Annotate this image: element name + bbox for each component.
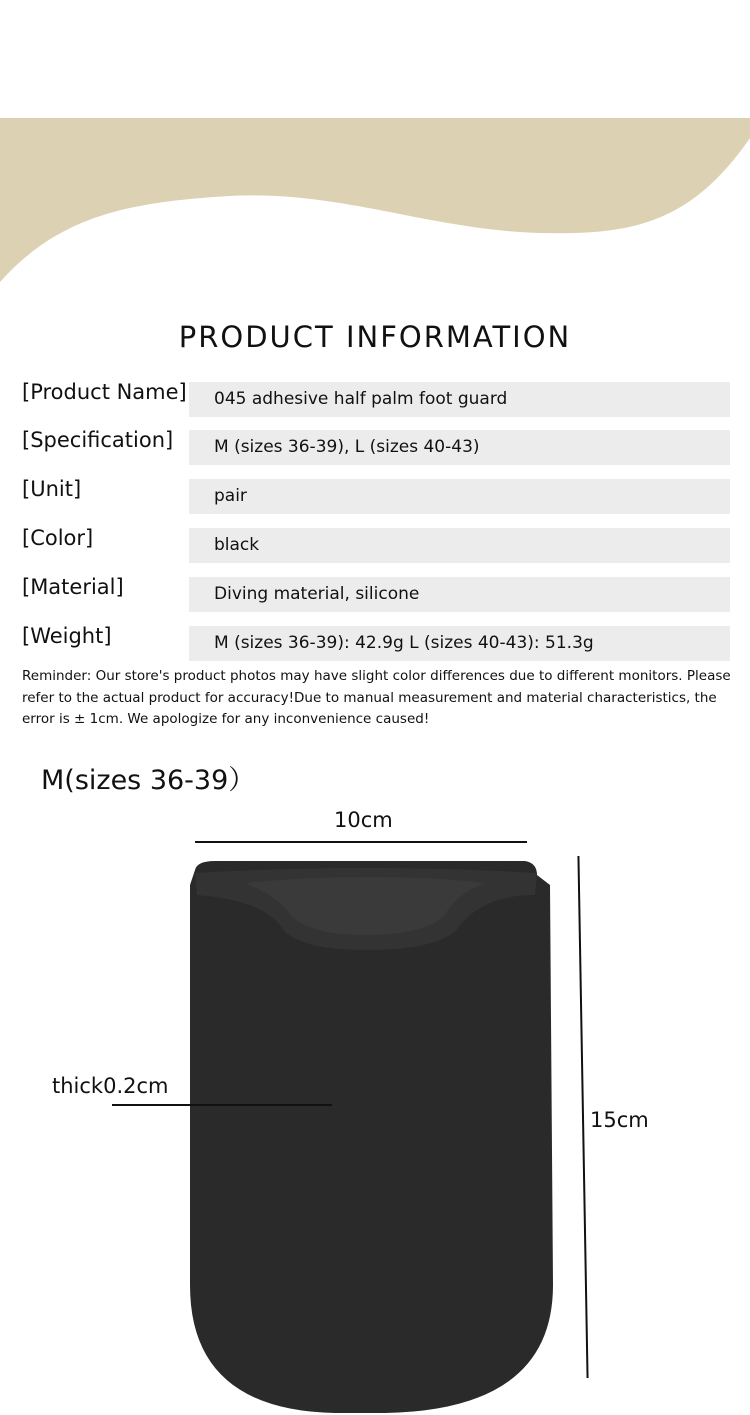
row-value: black — [189, 528, 730, 563]
decorative-wave — [0, 0, 750, 300]
thickness-label: thick0.2cm — [52, 1074, 169, 1098]
length-line — [577, 856, 588, 1378]
row-value: 045 adhesive half palm foot guard — [189, 382, 730, 417]
row-label: [Weight] — [22, 624, 112, 648]
row-label: [Material] — [22, 575, 124, 599]
length-label: 15cm — [590, 1108, 649, 1132]
product-image — [185, 855, 560, 1415]
row-label: [Product Name] — [22, 380, 187, 404]
thickness-line — [112, 1104, 332, 1106]
reminder-text: Reminder: Our store's product photos may have slight color differences due to different monitors. Please refer to the actual product for accuracy!Due to manual measurement and material characteristics, the error is ± 1cm. We apologize for any inconvenience caused! — [22, 668, 731, 727]
width-label: 10cm — [334, 808, 393, 832]
row-label: [Color] — [22, 526, 94, 550]
width-line — [195, 841, 527, 843]
size-heading: M(sizes 36-39） — [41, 765, 256, 796]
info-row — [0, 382, 750, 418]
row-value: M (sizes 36-39), L (sizes 40-43) — [189, 430, 730, 465]
info-row — [0, 626, 750, 662]
row-value: pair — [189, 479, 730, 514]
row-value: Diving material, silicone — [189, 577, 730, 612]
section-title: PRODUCT INFORMATION — [178, 320, 572, 354]
info-row — [0, 577, 750, 613]
row-label: [Specification] — [22, 428, 174, 452]
info-row — [0, 528, 750, 564]
info-row — [0, 479, 750, 515]
info-row — [0, 430, 750, 466]
row-value: M (sizes 36-39): 42.9g L (sizes 40-43): 51.3g — [189, 626, 730, 661]
row-label: [Unit] — [22, 477, 82, 501]
